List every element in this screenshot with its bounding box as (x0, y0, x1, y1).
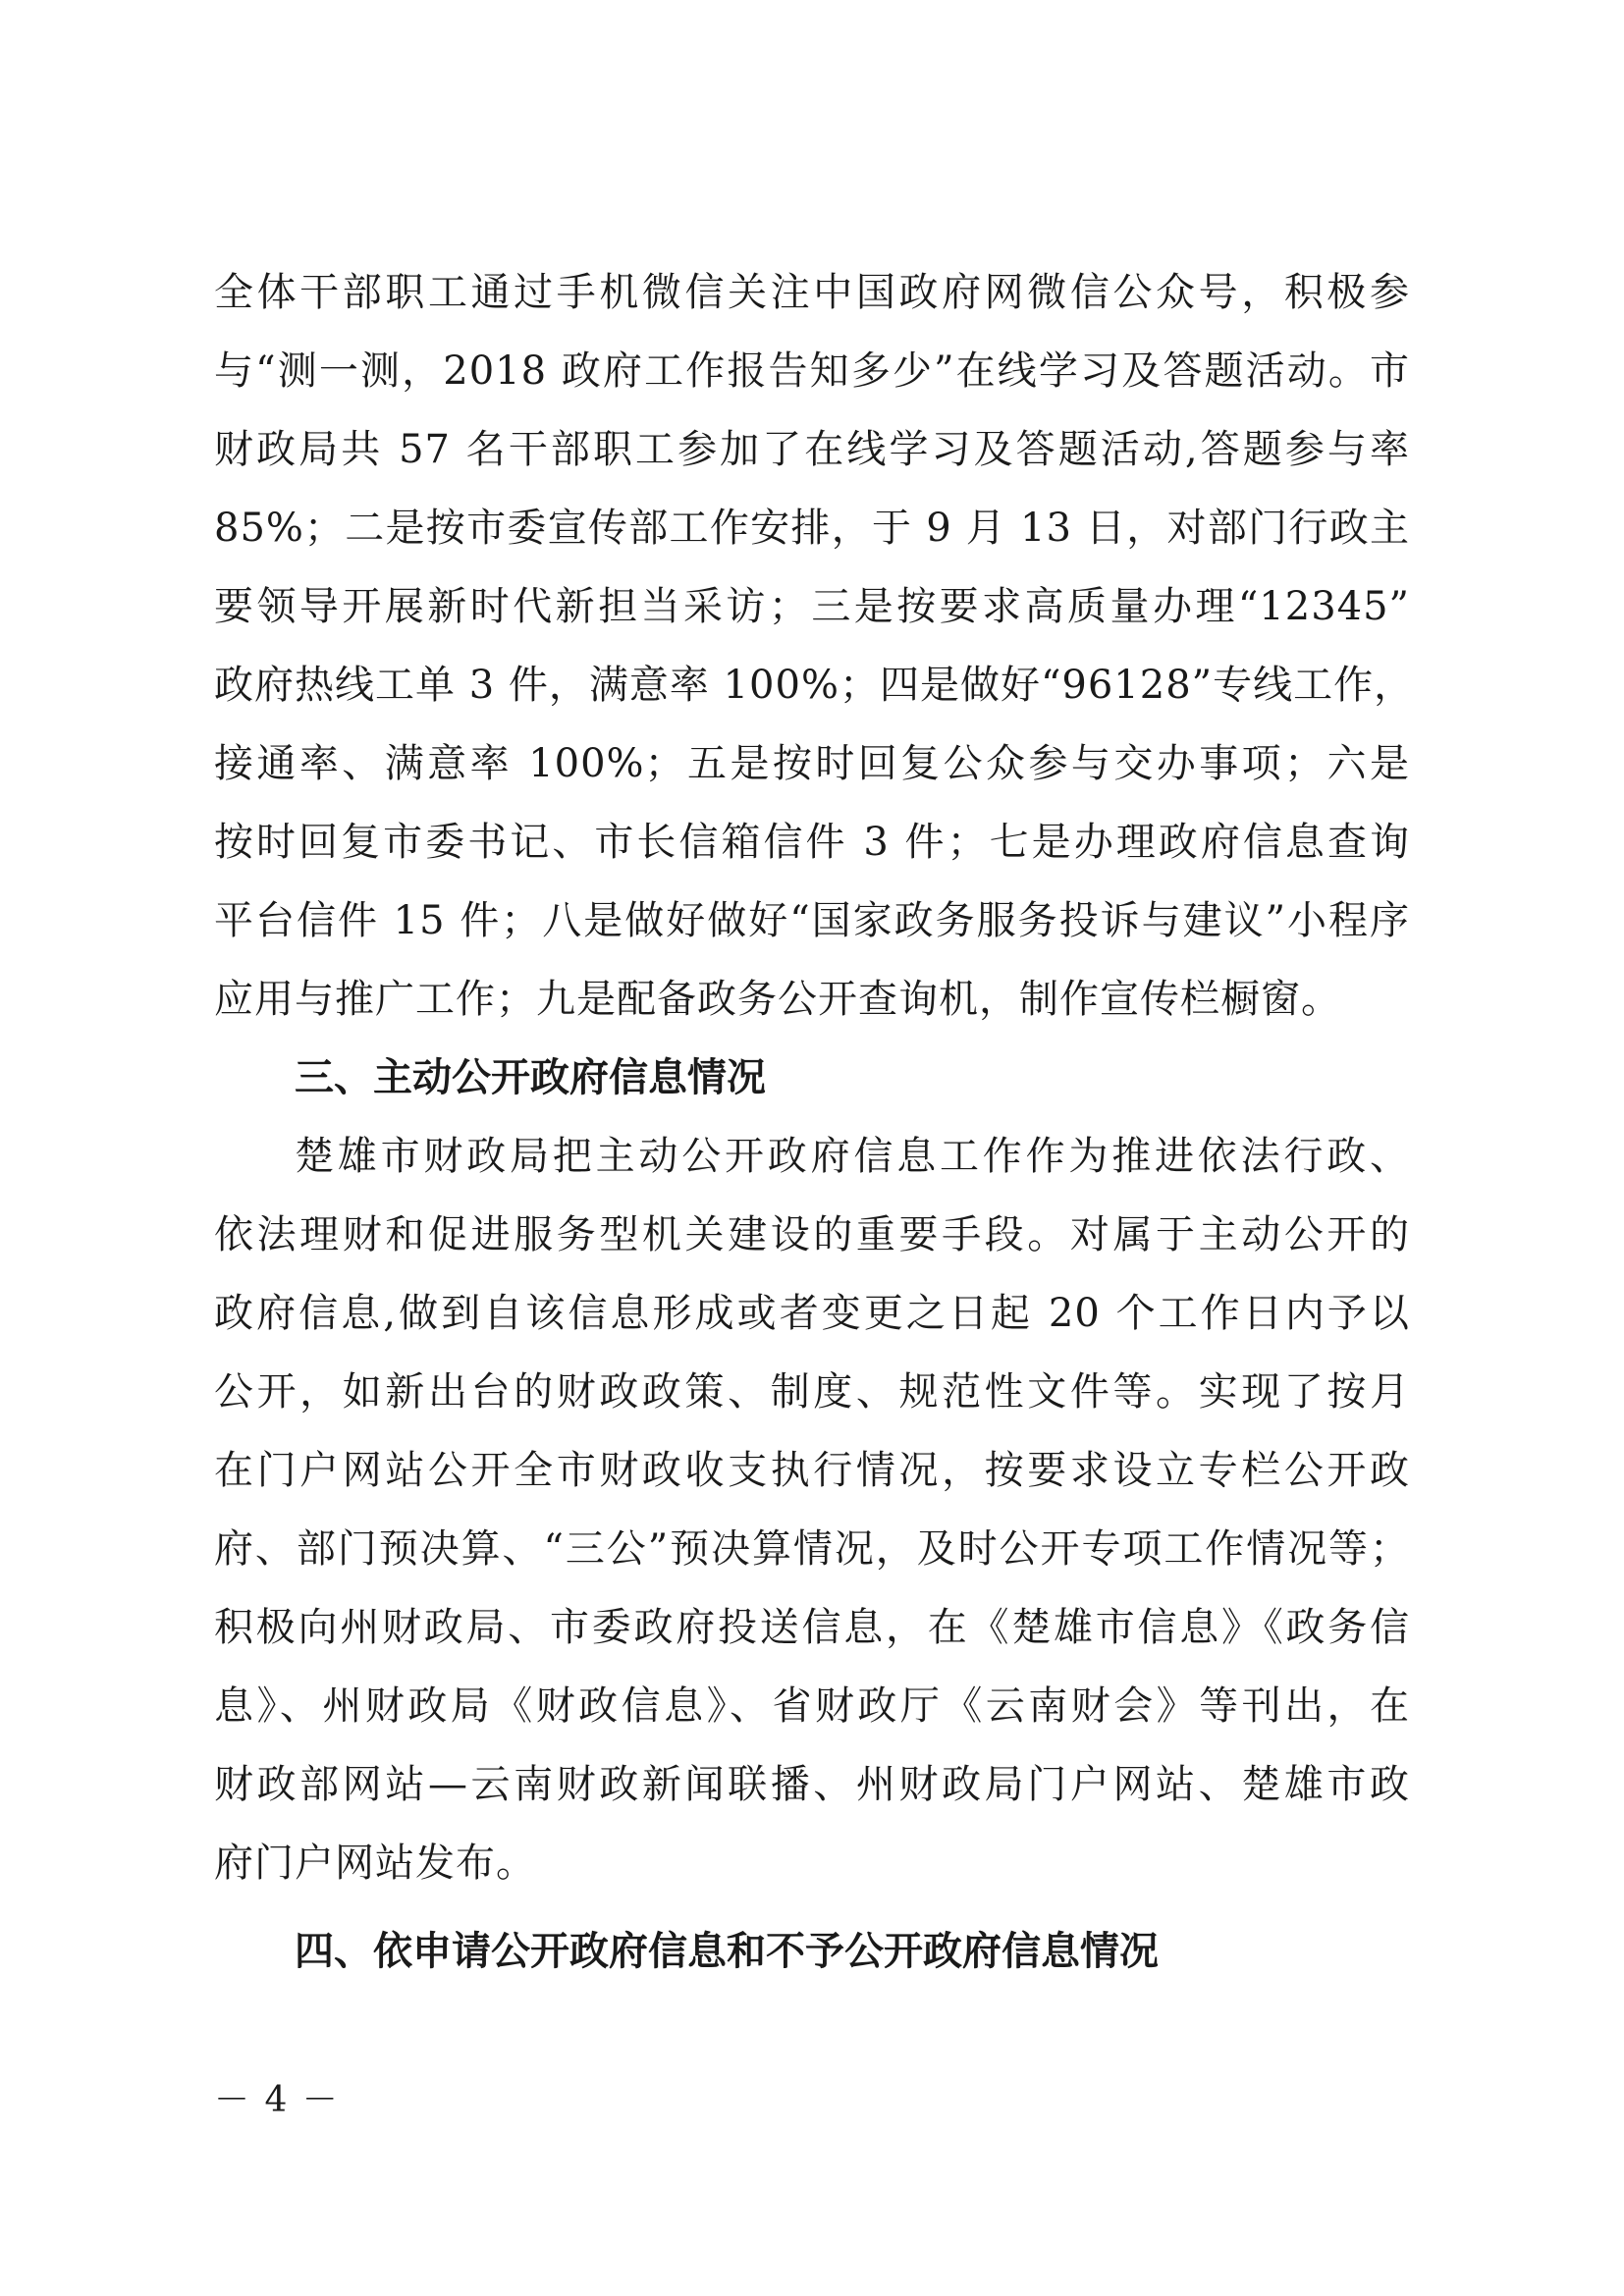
paragraph-line: 府、部门预决算、“三公”预决算情况，及时公开专项工作情况等； (214, 1526, 1410, 1572)
page-number: － 4 － (214, 2080, 340, 2120)
paragraph-line: 积极向州财政局、市委政府投送信息，在《楚雄市信息》《政务信 (214, 1605, 1410, 1650)
paragraph-line: 按时回复市委书记、市长信箱信件 3 件；七是办理政府信息查询 (214, 820, 1410, 865)
page-body (214, 253, 1415, 1991)
paragraph-line: 息》、州财政局《财政信息》、省财政厅《云南财会》等刊出，在 (214, 1683, 1410, 1729)
section-3-paragraph (214, 1117, 1410, 1902)
paragraph-line: 85%；二是按市委宣传部工作安排，于 9 月 13 日，对部门行政主 (214, 506, 1410, 551)
paragraph-line: 依法理财和促进服务型机关建设的重要手段。对属于主动公开的 (214, 1212, 1410, 1257)
paragraph-line: 政府热线工单 3 件，满意率 100%；四是做好“96128”专线工作， (214, 663, 1415, 708)
paragraph-line: 应用与推广工作；九是配备政务公开查询机，制作宣传栏橱窗。 (214, 977, 1341, 1022)
paragraph-line: 公开，如新出台的财政政策、制度、规范性文件等。实现了按月 (214, 1369, 1410, 1415)
paragraph-line: 楚雄市财政局把主动公开政府信息工作作为推进依法行政、 (295, 1134, 1410, 1179)
paragraph-line: 要领导开展新时代新担当采访；三是按要求高质量办理“12345” (214, 584, 1410, 629)
paragraph-line: 政府信息,做到自该信息形成或者变更之日起 20 个工作日内予以 (214, 1291, 1410, 1336)
paragraph-line: 财政局共 57 名干部职工参加了在线学习及答题活动,答题参与率 (214, 427, 1410, 472)
section-heading-3: 三、主动公开政府信息情况 (295, 1055, 766, 1100)
paragraph-line: 与“测一测，2018 政府工作报告知多少”在线学习及答题活动。市 (214, 348, 1410, 394)
paragraph-continuation (214, 253, 1415, 1039)
paragraph-line: 平台信件 15 件；八是做好做好“国家政务服务投诉与建议”小程序 (214, 898, 1410, 943)
paragraph-line: 府门户网站发布。 (214, 1841, 536, 1886)
paragraph-line: 接通率、满意率 100%；五是按时回复公众参与交办事项；六是 (214, 741, 1410, 786)
paragraph-line: 全体干部职工通过手机微信关注中国政府网微信公众号，积极参 (214, 270, 1410, 315)
paragraph-line: 财政部网站—云南财政新闻联播、州财政局门户网站、楚雄市政 (214, 1762, 1410, 1807)
paragraph-line: 在门户网站公开全市财政收支执行情况，按要求设立专栏公开政 (214, 1448, 1410, 1493)
section-heading-4: 四、依申请公开政府信息和不予公开政府信息情况 (295, 1929, 1159, 1974)
